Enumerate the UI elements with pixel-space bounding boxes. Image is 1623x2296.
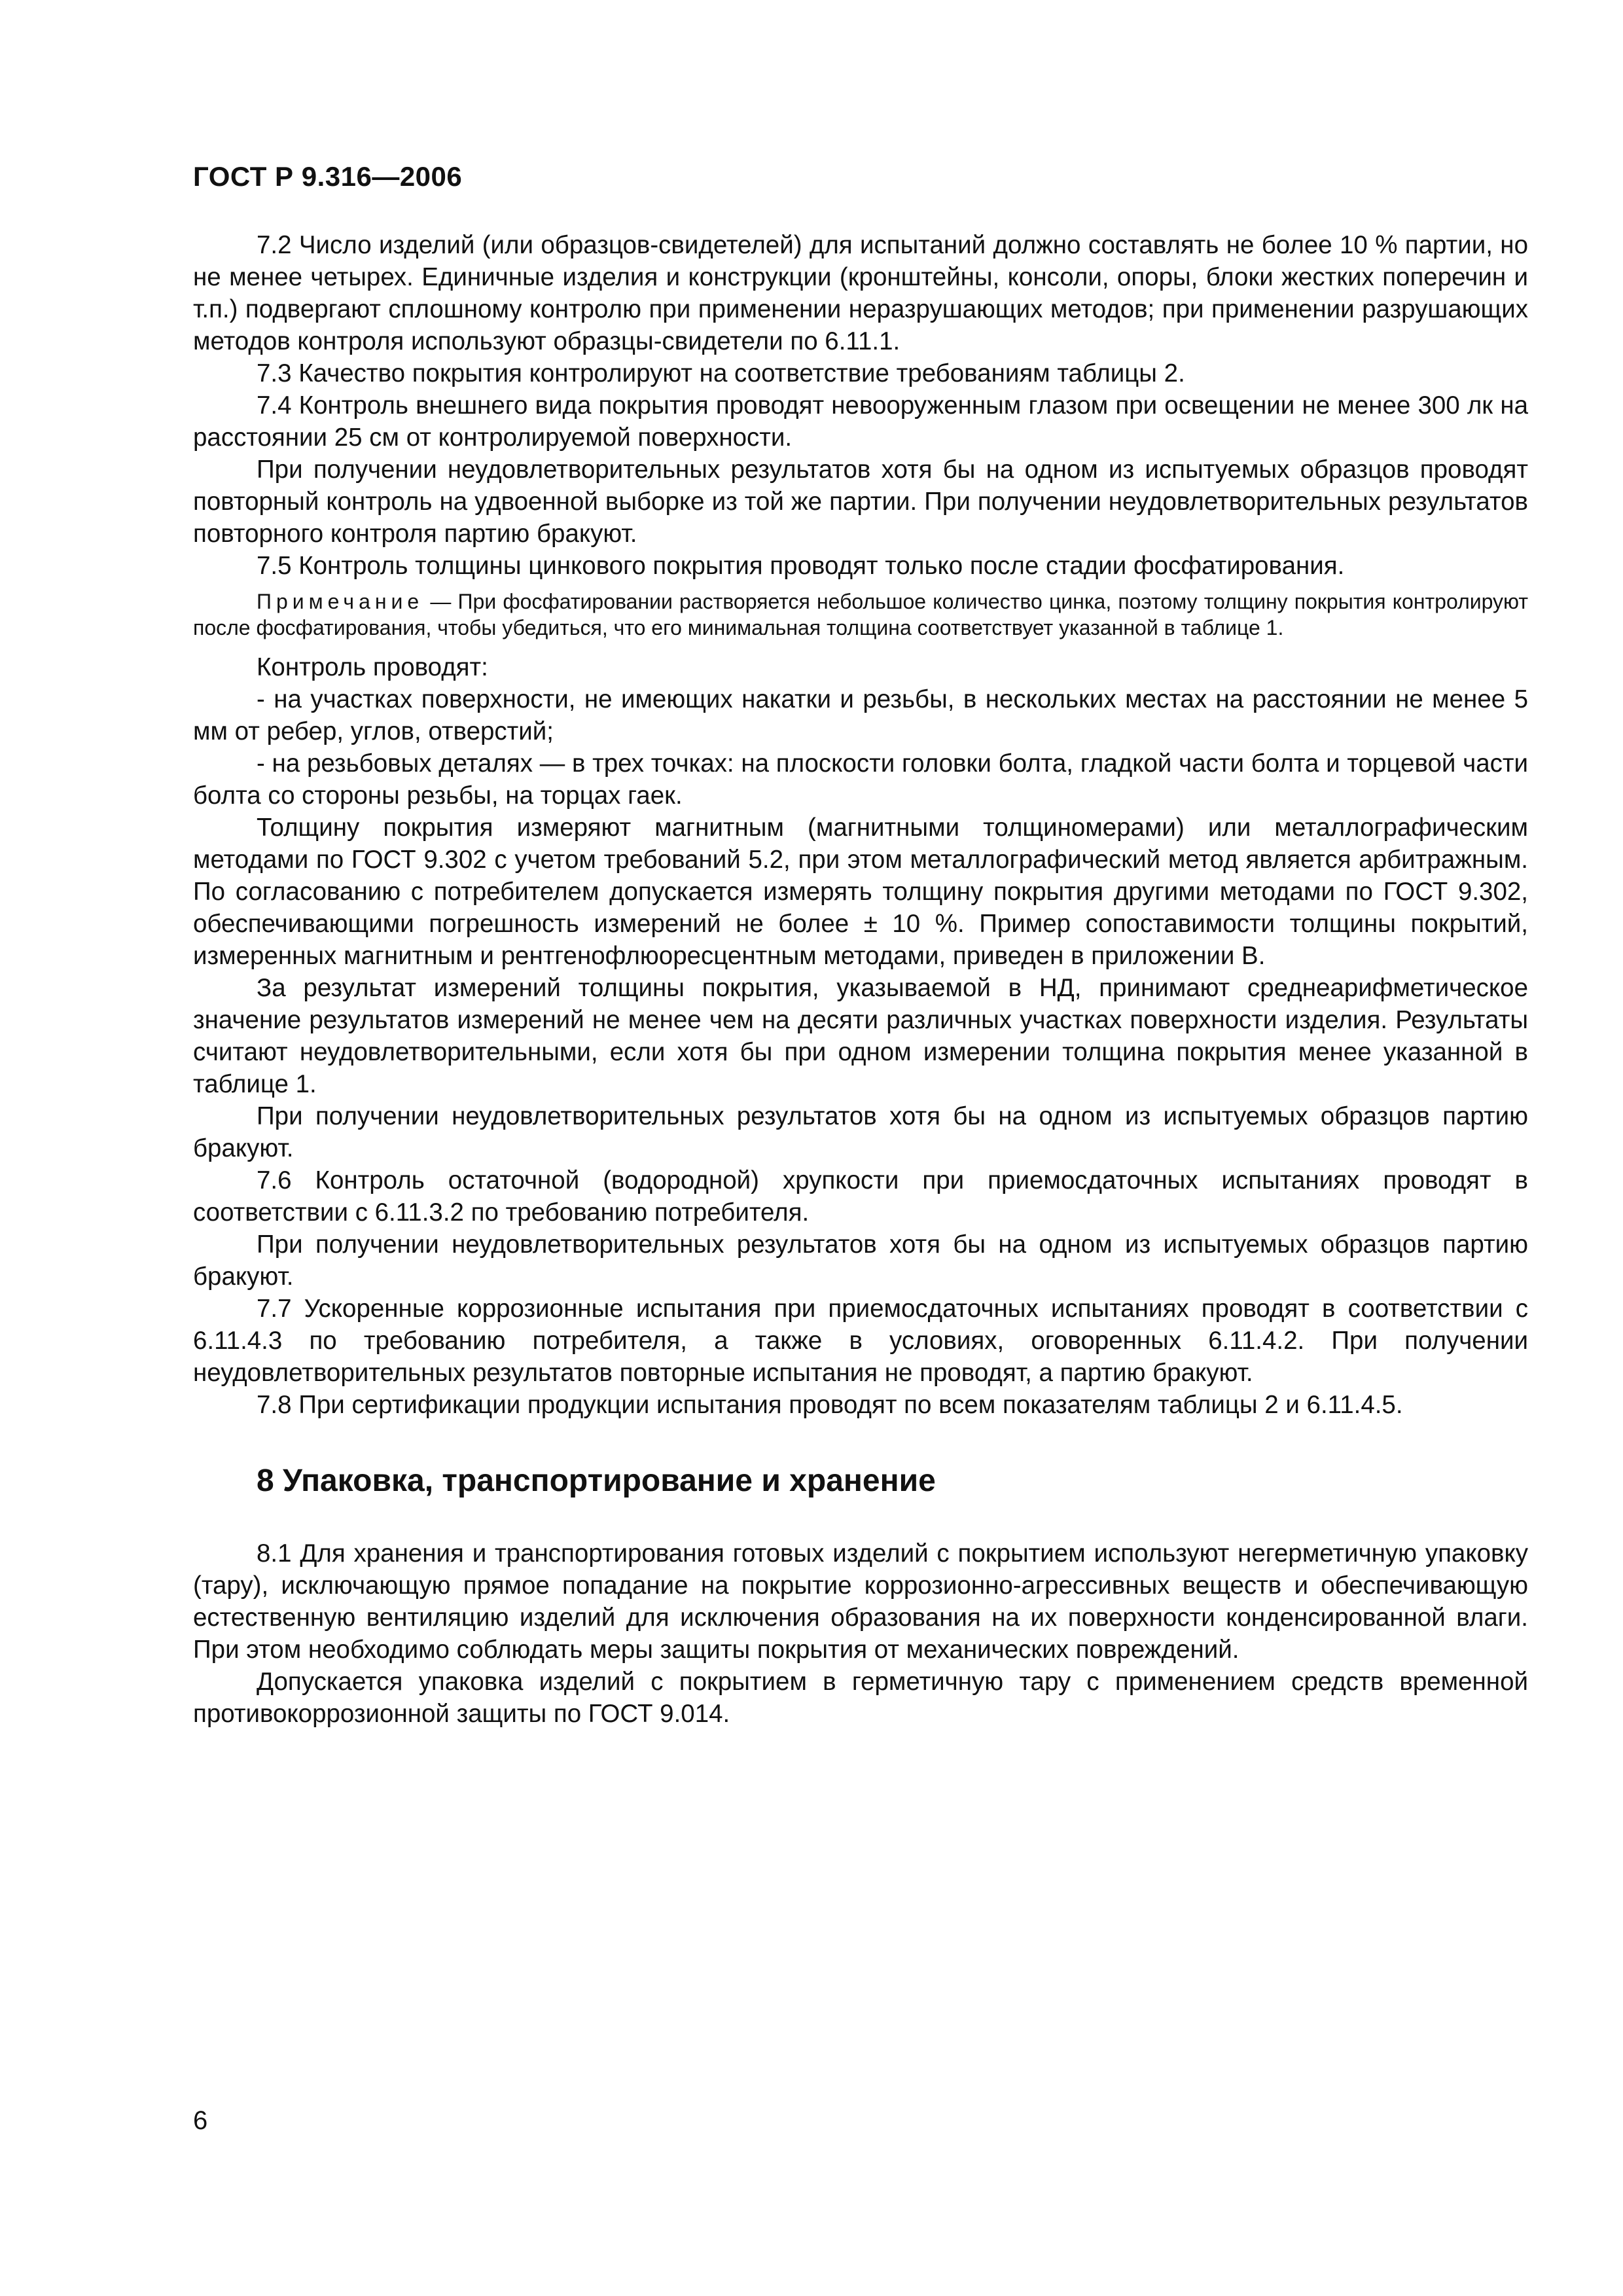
- paragraph-7-5: 7.5 Контроль толщины цинкового покрытия проводят только после стадии фосфатирования.: [257, 552, 1345, 580]
- paragraph-7-6: 7.6 Контроль остаточной (водородной) хрупкости при приемосдаточных испытаниях проводят в соответствии с 6.11.3.2 по требованию потребителя.: [193, 1166, 1528, 1227]
- note-label: Примечание: [257, 590, 424, 613]
- paragraph-7-2: 7.2 Число изделий (или образцов-свидетелей) для испытаний должно составлять не более 10 % партии, но не менее четырех. Единичные изделия и конструкции (кронштейны, консоли, опоры, блоки жестких поперечин и т.п.) подвергают сплошному контролю при применении неразрушающих методов; при применении разрушающих методов контроля используют образцы-свидетели по 6.11.1.: [193, 231, 1528, 355]
- paragraph-7-8: 7.8 При сертификации продукции испытания проводят по всем показателям таблицы 2 и 6.11.4.5.: [257, 1391, 1403, 1419]
- control-item-surface: - на участках поверхности, не имеющих накатки и резьбы, в нескольких местах на расстоянии не менее 5 мм от ребер, углов, отверстий;: [193, 685, 1528, 745]
- paragraph-7-4-retest: При получении неудовлетворительных результатов хотя бы на одном из испытуемых образцов проводят повторный контроль на удвоенной выборке из той же партии. При получении неудовлетворительных результатов повторного контроля партию бракуют.: [193, 456, 1528, 548]
- paragraph-8-packaging: Допускается упаковка изделий с покрытием в герметичную тару с применением средств временной противокоррозионной защиты по ГОСТ 9.014.: [193, 1668, 1528, 1728]
- page-number: 6: [193, 2106, 208, 2135]
- paragraph-7-4: 7.4 Контроль внешнего вида покрытия проводят невооруженным глазом при освещении не менее 300 лк на расстоянии 25 см от контролируемой поверхности.: [193, 391, 1528, 452]
- document-header: ГОСТ Р 9.316—2006: [193, 161, 463, 192]
- paragraph-7-3: 7.3 Качество покрытия контролируют на соответствие требованиям таблицы 2.: [257, 359, 1185, 387]
- control-intro: Контроль проводят:: [257, 653, 488, 681]
- document-body: [193, 229, 1528, 1730]
- paragraph-reject-2: При получении неудовлетворительных результатов хотя бы на одном из испытуемых образцов партию бракуют.: [193, 1230, 1528, 1291]
- note-text: — При фосфатировании растворяется небольшое количество цинка, поэтому толщину покрытия контролируют после фосфатирования, чтобы убедиться, что его минимальная толщина соответствует указанной в таблице 1.: [193, 590, 1529, 639]
- note: [193, 588, 1528, 641]
- paragraph-thickness-methods: Толщину покрытия измеряют магнитным (магнитными толщиномерами) или металлографическим методами по ГОСТ 9.302 с учетом требований 5.2, при этом металлографический метод является арбитражным. По согласованию с потребителем допускается измерять толщину покрытия другими методами по ГОСТ 9.302, обеспечивающими погрешность измерений не более ± 10 %. Пример сопоставимости толщины покрытий, измеренных магнитным и рентгенофлюоресцентным методами, приведен в приложении В.: [193, 814, 1528, 970]
- section-8-title: 8 Упаковка, транспортирование и хранение: [257, 1463, 936, 1498]
- paragraph-reject-1: При получении неудовлетворительных результатов хотя бы на одном из испытуемых образцов партию бракуют.: [193, 1102, 1528, 1162]
- paragraph-8-1: 8.1 Для хранения и транспортирования готовых изделий с покрытием используют негерметичную упаковку (тару), исключающую прямое попадание на покрытие коррозионно-агрессивных веществ и обеспечивающую естественную вентиляцию изделий для исключения образования на их поверхности конденсированной влаги. При этом необходимо соблюдать меры защиты покрытия от механических повреждений.: [193, 1539, 1528, 1664]
- paragraph-7-7: 7.7 Ускоренные коррозионные испытания при приемосдаточных испытаниях проводят в соответствии с 6.11.4.3 по требованию потребителя, а также в условиях, оговоренных 6.11.4.2. При получении неудовлетворительных результатов повторные испытания не проводят, а партию бракуют.: [193, 1295, 1528, 1387]
- paragraph-thickness-result: За результат измерений толщины покрытия, указываемой в НД, принимают среднеарифметическое значение результатов измерений не менее чем на десяти различных участках поверхности изделия. Результаты считают неудовлетворительными, если хотя бы при одном измерении толщина покрытия менее указанной в таблице 1.: [193, 974, 1528, 1098]
- control-item-threaded: - на резьбовых деталях — в трех точках: на плоскости головки болта, гладкой части болта и торцевой части болта со стороны резьбы, на торцах гаек.: [193, 749, 1528, 810]
